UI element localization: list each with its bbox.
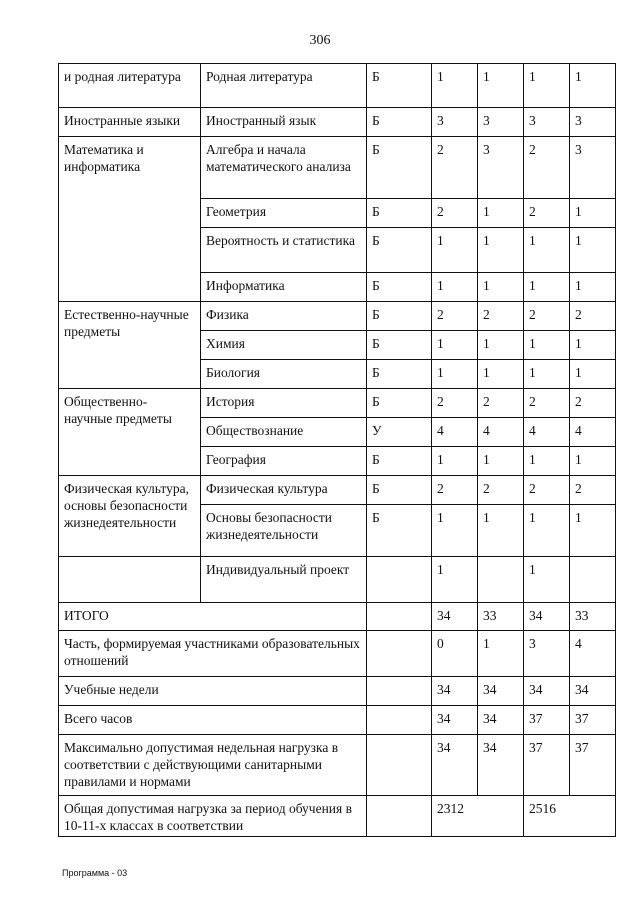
hours-cell [570,557,616,603]
subject-level: Б [367,64,432,108]
subject-level: Б [367,360,432,389]
subject-name: Основы безопасности жизнедеятельности [201,505,367,557]
empty-cell [367,677,432,706]
total-row [59,796,616,837]
hours-cell: 2 [478,476,524,505]
subject-name: Обществознание [201,418,367,447]
hours-cell: 2 [432,199,478,228]
subject-level: Б [367,302,432,331]
empty-cell [367,603,432,631]
hours-cell: 1 [524,447,570,476]
table-row [59,476,616,505]
hours-cell: 1 [432,331,478,360]
subject-name: Физика [201,302,367,331]
hours-cell: 2 [432,137,478,199]
hours-cell: 2 [524,389,570,418]
subject-level: Б [367,331,432,360]
subject-name: Химия [201,331,367,360]
subject-level: Б [367,273,432,302]
hours-cell: 4 [432,418,478,447]
subject-level: Б [367,505,432,557]
hours-cell: 3 [478,137,524,199]
hours-cell: 1 [432,557,478,603]
hours-cell: 1 [570,447,616,476]
hours-cell: 1 [432,360,478,389]
hours-cell: 4 [478,418,524,447]
hours-cell: 2312 [432,796,524,837]
hours-cell: 1 [478,447,524,476]
subject-name: Информатика [201,273,367,302]
hours-cell: 34 [570,677,616,706]
hours-cell: 2 [478,302,524,331]
hours-cell: 34 [478,677,524,706]
hours-cell: 0 [432,631,478,677]
hours-cell: 33 [570,603,616,631]
hours-cell: 1 [570,64,616,108]
hours-cell: 1 [432,447,478,476]
subject-level: Б [367,389,432,418]
hours-cell: 1 [524,64,570,108]
subject-level: Б [367,476,432,505]
hours-cell: 34 [478,735,524,796]
subject-level: Б [367,447,432,476]
total-label: ИТОГО [59,603,367,631]
table-row [59,389,616,418]
hours-cell: 3 [432,108,478,137]
hours-cell: 2 [432,389,478,418]
total-label: Учебные недели [59,677,367,706]
subject-name: История [201,389,367,418]
hours-cell: 1 [478,228,524,273]
empty-cell [367,735,432,796]
hours-cell: 2 [524,476,570,505]
hours-cell: 3 [570,108,616,137]
subject-area: Общественно-научные предметы [59,389,201,476]
hours-cell: 1 [524,557,570,603]
subject-name: География [201,447,367,476]
hours-cell: 4 [570,631,616,677]
subject-area: Физическая культура, основы безопасности жизнедеятельности [59,476,201,557]
hours-cell: 34 [524,677,570,706]
hours-cell: 2 [524,137,570,199]
table-row [59,137,616,199]
empty-cell [367,706,432,735]
table-row [59,557,616,603]
hours-cell: 37 [524,735,570,796]
empty-cell [367,631,432,677]
hours-cell: 1 [524,273,570,302]
subject-name: Физическая культура [201,476,367,505]
subject-area: и родная литература [59,64,201,108]
hours-cell: 1 [478,199,524,228]
total-row [59,603,616,631]
hours-cell: 1 [570,273,616,302]
hours-cell: 34 [524,603,570,631]
empty-cell [367,796,432,837]
subject-area: Естественно-научные предметы [59,302,201,389]
hours-cell: 1 [478,331,524,360]
hours-cell: 1 [432,64,478,108]
total-row [59,677,616,706]
hours-cell: 1 [478,505,524,557]
hours-cell: 3 [570,137,616,199]
hours-cell: 1 [570,199,616,228]
hours-cell: 1 [432,505,478,557]
total-label: Максимально допустимая недельная нагрузка в соответствии с действующими санитарными правилами и нормами [59,735,367,796]
hours-cell: 1 [524,505,570,557]
subject-name: Биология [201,360,367,389]
subject-area: Иностранные языки [59,108,201,137]
hours-cell: 1 [478,631,524,677]
hours-cell: 2 [524,302,570,331]
hours-cell: 2 [432,476,478,505]
total-row [59,706,616,735]
hours-cell: 1 [570,331,616,360]
hours-cell: 34 [432,603,478,631]
subject-level [367,557,432,603]
total-label: Общая допустимая нагрузка за период обучения в 10-11-х классах в соответствии [59,796,367,837]
hours-cell: 3 [524,631,570,677]
hours-cell: 4 [570,418,616,447]
hours-cell: 1 [524,228,570,273]
hours-cell: 1 [524,360,570,389]
hours-cell [478,557,524,603]
table-row [59,302,616,331]
subject-name: Иностранный язык [201,108,367,137]
hours-cell: 1 [432,273,478,302]
hours-cell: 2 [432,302,478,331]
total-label: Всего часов [59,706,367,735]
hours-cell: 1 [570,505,616,557]
subject-level: Б [367,199,432,228]
hours-cell: 34 [432,677,478,706]
hours-cell: 34 [432,706,478,735]
total-row [59,735,616,796]
subject-name: Родная литература [201,64,367,108]
hours-cell: 2 [524,199,570,228]
hours-cell: 2 [570,389,616,418]
hours-cell: 37 [570,706,616,735]
table-row [59,64,616,108]
subject-name: Алгебра и начала математического анализа [201,137,367,199]
hours-cell: 34 [432,735,478,796]
hours-cell: 33 [478,603,524,631]
subject-name: Геометрия [201,199,367,228]
subject-level: У [367,418,432,447]
hours-cell: 4 [524,418,570,447]
table-row [59,108,616,137]
hours-cell: 2 [478,389,524,418]
hours-cell: 3 [524,108,570,137]
total-row [59,631,616,677]
hours-cell: 37 [570,735,616,796]
hours-cell: 1 [478,273,524,302]
total-label: Часть, формируемая участниками образовательных отношений [59,631,367,677]
subject-level: Б [367,137,432,199]
hours-cell: 1 [570,228,616,273]
curriculum-table [58,63,616,837]
hours-cell: 2 [570,476,616,505]
hours-cell: 34 [478,706,524,735]
hours-cell: 37 [524,706,570,735]
hours-cell: 3 [478,108,524,137]
page-number: 306 [309,33,331,48]
footer-label: Программа - 03 [62,868,128,878]
subject-level: Б [367,228,432,273]
subject-name: Индивидуальный проект [201,557,367,603]
hours-cell: 1 [524,331,570,360]
hours-cell: 1 [478,360,524,389]
hours-cell: 2 [570,302,616,331]
subject-name: Вероятность и статистика [201,228,367,273]
subject-level: Б [367,108,432,137]
subject-area: Математика и информатика [59,137,201,302]
subject-area [59,557,201,603]
hours-cell: 1 [570,360,616,389]
hours-cell: 1 [478,64,524,108]
hours-cell: 2516 [524,796,616,837]
hours-cell: 1 [432,228,478,273]
